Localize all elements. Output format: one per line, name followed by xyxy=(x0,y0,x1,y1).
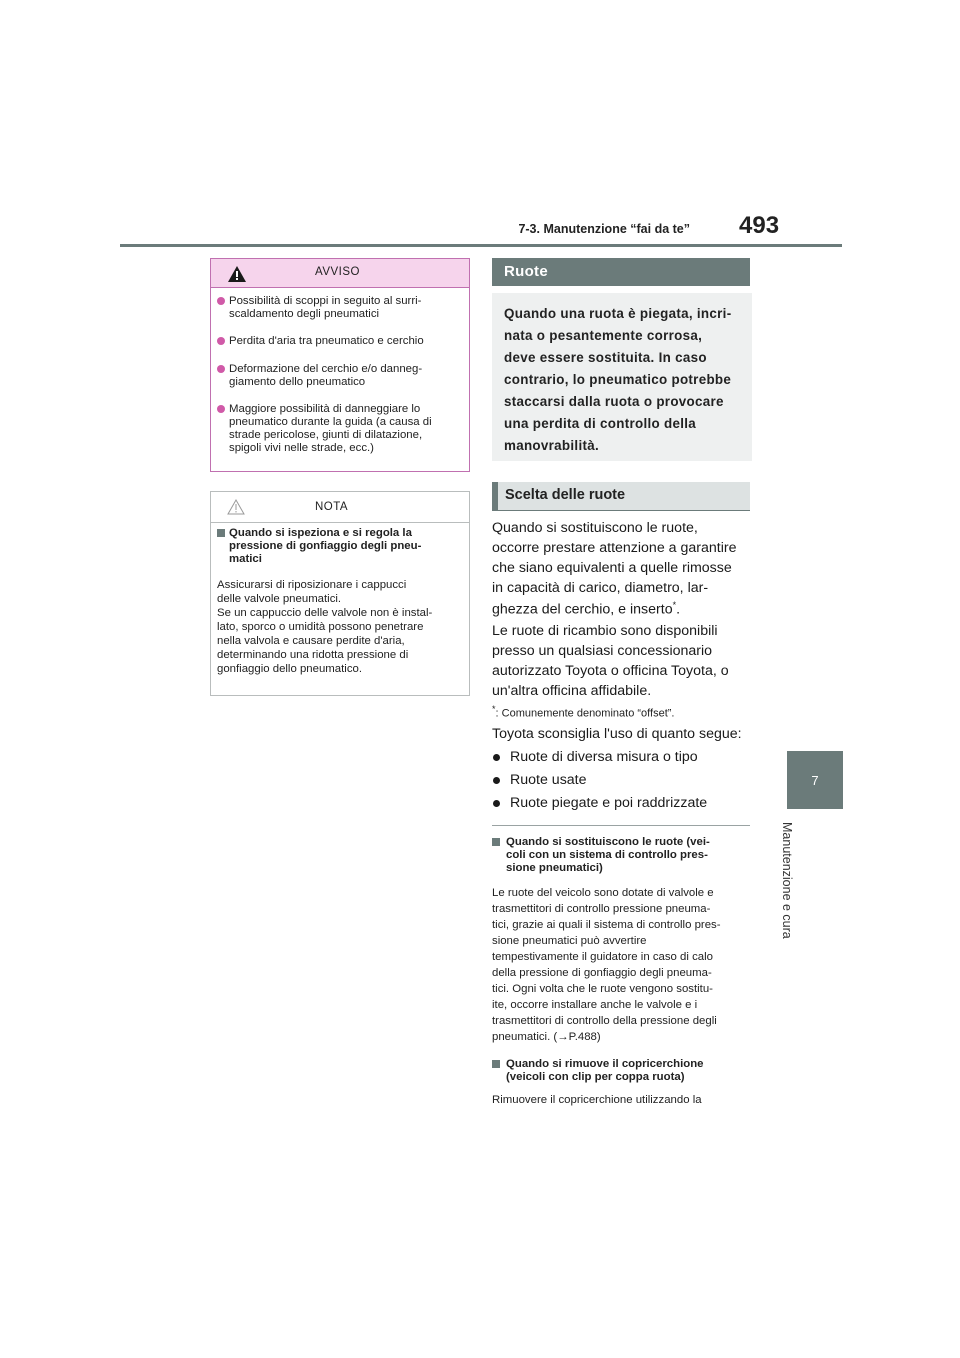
paragraph-line: che siano equivalenti a quelle rimosse xyxy=(492,560,732,576)
intro-line: contrario, lo pneumatico potrebbe xyxy=(504,372,732,387)
bullet-icon xyxy=(217,405,225,413)
page-number: 493 xyxy=(739,212,780,239)
chapter-number: 7 xyxy=(811,772,819,788)
header-rule xyxy=(120,244,842,247)
tpms-body-line: Le ruote del veicolo sono dotate di valvole e xyxy=(492,887,714,899)
intro-line: manovrabilità. xyxy=(504,438,599,453)
bullet-icon xyxy=(217,365,225,373)
list-intro: Toyota sconsiglia l'uso di quanto segue: xyxy=(492,726,742,742)
coppa-heading: Quando si rimuove il copricerchione (veicoli con clip per coppa ruota) xyxy=(492,1058,754,1084)
warning-item: Perdita d'aria tra pneumatico e cerchio xyxy=(217,335,461,348)
section-title: 7-3. Manutenzione “fai da te” xyxy=(518,222,690,236)
intro-line: una perdita di controllo della xyxy=(504,416,697,431)
square-bullet-icon xyxy=(217,529,225,537)
tpms-body-line: trasmettitori di controllo pressione pneuma- xyxy=(492,903,711,915)
heading-accent-bar xyxy=(492,482,498,510)
note-title: NOTA xyxy=(315,501,349,513)
note-body: Assicurarsi di riposizionare i cappucci delle valvole pneumatici. Se un cappuccio delle valvole non è instal- lato, sporco o umidità possono penetrare nella valvola e causare perdite d'aria, determinando una ridotta pressione di gonfiaggio dello pneumatico. xyxy=(217,579,433,675)
bullet-icon xyxy=(493,777,500,784)
intro-line: Quando una ruota è piegata, incri- xyxy=(504,306,732,321)
tpms-body-line: della pressione di gonfiaggio degli pneuma- xyxy=(492,967,712,979)
chapter-tab[interactable] xyxy=(787,751,843,809)
square-bullet-icon xyxy=(492,838,500,846)
bullet-icon xyxy=(493,754,500,761)
chapter-label: Manutenzione e cura xyxy=(780,822,794,939)
paragraph-line: un'altra officina affidabile. xyxy=(492,683,652,699)
paragraph-line: Quando si sostituiscono le ruote, xyxy=(492,520,698,536)
paragraph-line: in capacità di carico, diametro, lar- xyxy=(492,580,709,596)
tpms-body-line: ite, occorre installare anche le valvole e i xyxy=(492,999,698,1011)
paragraph-line: occorre prestare attenzione a garantire xyxy=(492,540,737,556)
bullet-icon xyxy=(217,337,225,345)
paragraph-line: autorizzato Toyota o officina Toyota, o xyxy=(492,663,729,679)
scelta-heading: Scelta delle ruote xyxy=(492,482,750,510)
warning-header xyxy=(211,259,469,288)
section-separator xyxy=(492,825,750,826)
tpms-body-line: tempestivamente il guidatore in caso di calo xyxy=(492,951,713,963)
note-header xyxy=(211,492,469,523)
square-bullet-icon xyxy=(492,1060,500,1068)
intro-line: nata o pesantemente corrosa, xyxy=(504,328,703,343)
paragraph-line: presso un qualsiasi concessionario xyxy=(492,643,713,659)
warning-item: Deformazione del cerchio e/o danneg- giamento dello pneumatico xyxy=(217,363,461,389)
intro-line: deve essere sostituita. In caso xyxy=(504,350,707,365)
tpms-body-line: tici. Ogni volta che le ruote vengono sostitu- xyxy=(492,983,713,995)
heading-rule xyxy=(492,510,750,511)
bullet-icon xyxy=(493,800,500,807)
chapter-label-container xyxy=(764,822,824,952)
warning-item: Maggiore possibilità di danneggiare lo pneumatico durante la guida (a causa di strade pericolose, giunti di dilatazione, spigoli vivi nelle strade, ecc.) xyxy=(217,403,461,455)
footnote: *: Comunemente denominato “offset”. xyxy=(492,704,675,720)
tpms-body-line: sione pneumatici può avvertire xyxy=(492,935,647,947)
tpms-heading: Quando si sostituiscono le ruote (vei- coli con un sistema di controllo pres- sione pneumatici) xyxy=(492,836,754,875)
tpms-body-line: tici, grazie ai quali il sistema di controllo pres- xyxy=(492,919,721,931)
warning-item: Possibilità di scoppi in seguito al surri- scaldamento degli pneumatici xyxy=(217,295,461,321)
warning-triangle-icon xyxy=(228,266,246,282)
bullet-icon xyxy=(217,297,225,305)
tpms-body-line: trasmettitori di controllo della pressione degli xyxy=(492,1015,717,1027)
intro-line: staccarsi dalla ruota o provocare xyxy=(504,394,724,409)
ruote-intro-box xyxy=(492,293,752,461)
ruote-heading: Ruote xyxy=(492,258,750,286)
paragraph-line: Le ruote di ricambio sono disponibili xyxy=(492,623,718,639)
warning-box xyxy=(210,258,470,472)
note-box xyxy=(210,491,470,696)
paragraph-line: ghezza del cerchio, e inserto*. xyxy=(492,600,681,618)
warning-title: AVVISO xyxy=(315,266,360,278)
note-subheading: Quando si ispeziona e si regola la pressione di gonfiaggio degli pneu- matici xyxy=(217,527,463,566)
caution-triangle-icon xyxy=(227,499,245,515)
page-reference-link[interactable]: pneumatici. (→P.488) xyxy=(492,1031,601,1043)
coppa-body-line: Rimuovere il copricerchione utilizzando la xyxy=(492,1094,702,1106)
footnote-marker: * xyxy=(672,600,677,610)
